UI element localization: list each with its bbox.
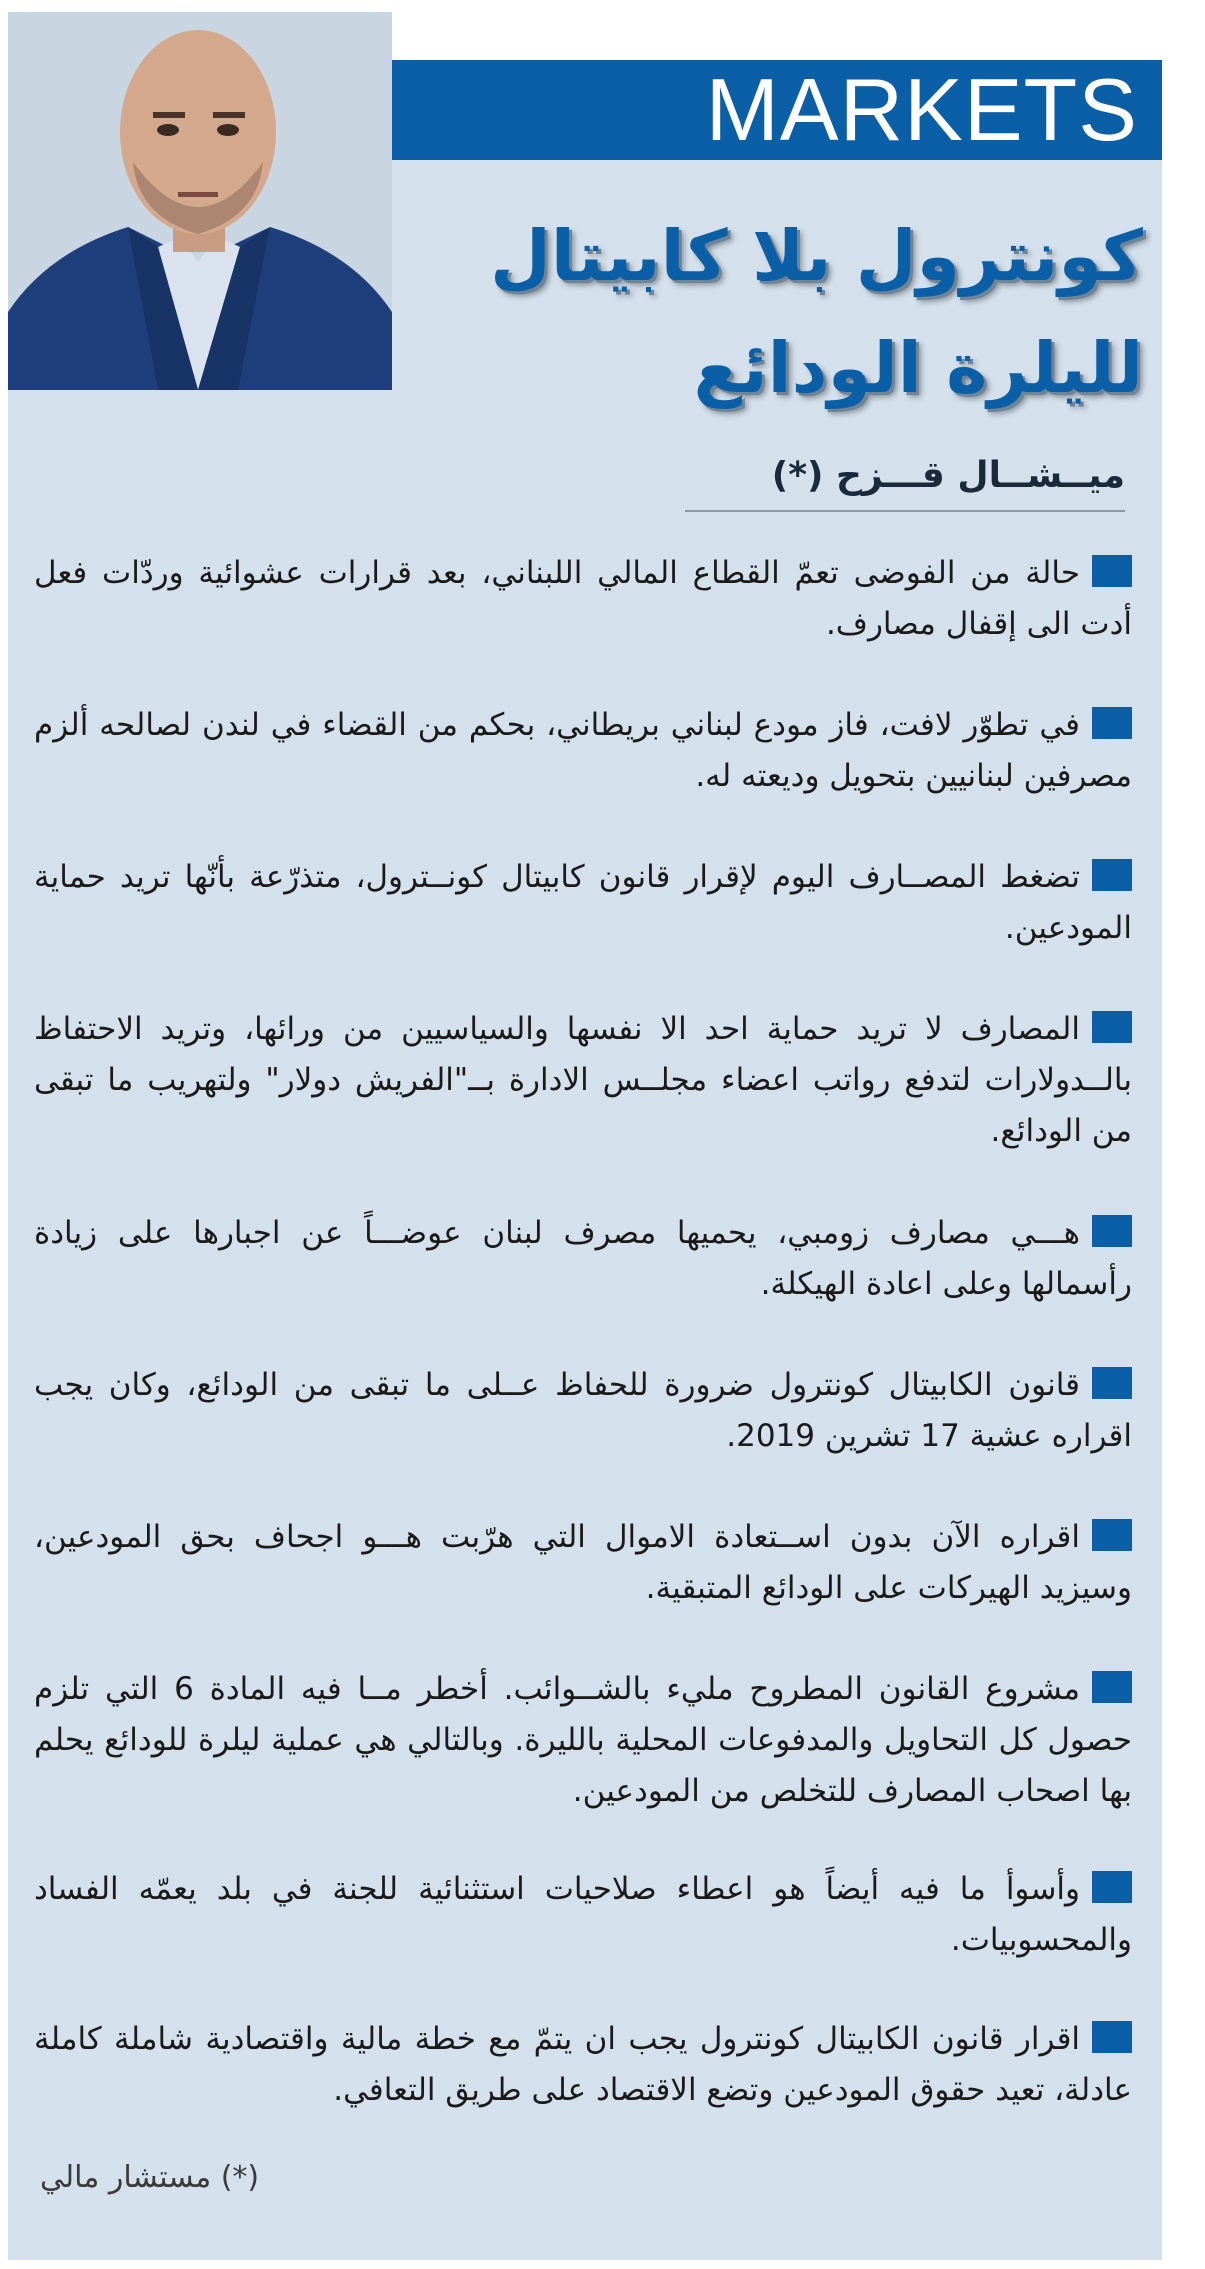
bullet-text: مشروع القانون المطروح مليء بالشــوائب. أخطر مــا فيه المادة 6 التي تلزم حصول كل التحاويل والمدفوعات المحلية بالليرة. وبالتالي هي عملية ليلرة للودائع يحلم بها اصحاب المصارف للتخلص من المودعين. xyxy=(34,1671,1132,1809)
bullet-square-icon xyxy=(1092,1871,1132,1903)
bullet-item xyxy=(34,1512,1132,1614)
headline-line-1: كونترول بلا كابيتال xyxy=(490,215,1143,297)
footnote: (*) مستشار مالي xyxy=(40,2160,260,2195)
bullet-square-icon xyxy=(1092,859,1132,891)
bullet-text: قانون الكابيتال كونترول ضرورة للحفاظ عــلى ما تبقى من الودائع، وكان يجب اقراره عشية 17 تشرين 2019. xyxy=(34,1367,1132,1454)
bullet-square-icon xyxy=(1092,1671,1132,1703)
headline xyxy=(443,200,1143,424)
bullet-square-icon xyxy=(1092,1011,1132,1043)
bullet-text: المصارف لا تريد حماية احد الا نفسها والسياسيين من ورائها، وتريد الاحتفاظ بالــدولارات لتدفع رواتب اعضاء مجلــس الادارة بــ"الفريش دولار" ولتهريب ما تبقى من الودائع. xyxy=(34,1011,1132,1149)
bullet-item xyxy=(34,700,1132,802)
bullet-item xyxy=(34,852,1132,954)
bullet-item xyxy=(34,1864,1132,1966)
bullet-square-icon xyxy=(1092,2021,1132,2053)
section-title: MARKETS xyxy=(705,60,1138,159)
bullet-text: وأسوأ ما فيه أيضاً هو اعطاء صلاحيات استثنائية للجنة في بلد يعمّه الفساد والمحسوبيات. xyxy=(34,1871,1132,1958)
bullet-text: اقراره الآن بدون اســتعادة الاموال التي هرّبت هـــو اجحاف بحق المودعين، وسيزيد الهيركات على الودائع المتبقية. xyxy=(34,1519,1132,1606)
bullet-item xyxy=(34,1208,1132,1310)
bullet-square-icon xyxy=(1092,707,1132,739)
author-photo xyxy=(8,12,392,390)
bullet-square-icon xyxy=(1092,1215,1132,1247)
bullet-item xyxy=(34,548,1132,650)
bullet-item xyxy=(34,1360,1132,1462)
bullet-text: في تطوّر لافت، فاز مودع لبناني بريطاني، بحكم من القضاء في لندن لصالحه ألزم مصرفين لبنانيين بتحويل وديعته له. xyxy=(34,707,1132,794)
bullet-item xyxy=(34,2014,1132,2116)
bullet-text: اقرار قانون الكابيتال كونترول يجب ان يتمّ مع خطة مالية واقتصادية شاملة كاملة عادلة، تعيد حقوق المودعين وتضع الاقتصاد على طريق التعافي. xyxy=(34,2021,1132,2108)
bullet-square-icon xyxy=(1092,555,1132,587)
headline-line-2: لليلرة الودائع xyxy=(693,327,1143,409)
bullet-item xyxy=(34,1664,1132,1817)
bullet-square-icon xyxy=(1092,1519,1132,1551)
bullet-text: حالة من الفوضى تعمّ القطاع المالي اللبناني، بعد قرارات عشوائية وردّات فعل أدت الى إقفال مصارف. xyxy=(34,555,1132,642)
bullet-item xyxy=(34,1004,1132,1157)
bullet-text: هـــي مصارف زومبي، يحميها مصرف لبنان عوضـــاً عن اجبارها على زيادة رأسمالها وعلى اعادة الهيكلة. xyxy=(34,1215,1132,1302)
bullet-text: تضغط المصــارف اليوم لإقرار قانون كابيتال كونــترول، متذرّعة بأنّها تريد حماية المودعين. xyxy=(34,859,1132,946)
bullet-square-icon xyxy=(1092,1367,1132,1399)
author-byline: ميــشــال قـــزح (*) xyxy=(685,455,1125,512)
